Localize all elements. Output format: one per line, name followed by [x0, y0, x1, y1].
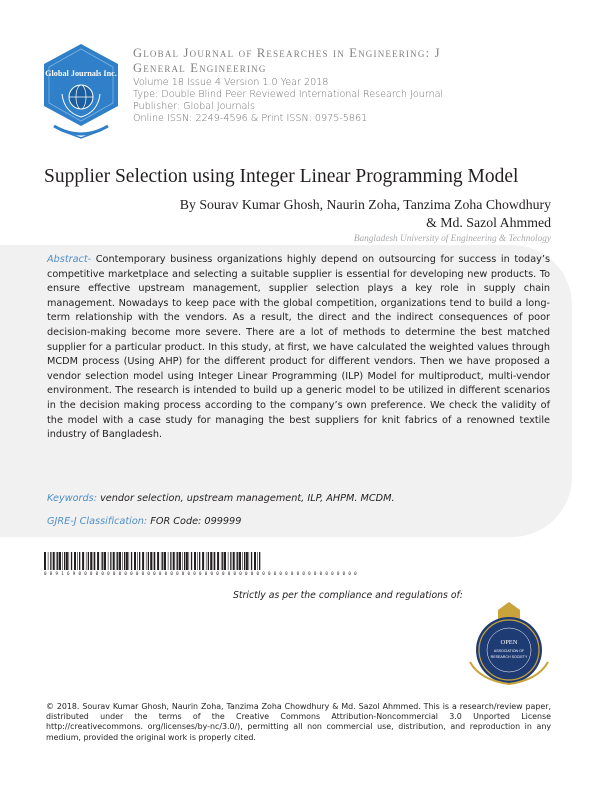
barcode-bar — [222, 552, 223, 570]
barcode-bar — [137, 552, 138, 570]
barcode-bar — [110, 552, 111, 570]
global-journals-logo — [40, 42, 122, 142]
barcode-bar — [97, 552, 99, 570]
authors-line2: & Md. Sazol Ahmmed — [426, 215, 551, 230]
barcode-bar — [164, 552, 166, 570]
barcode-bar — [184, 552, 185, 570]
barcode-bar — [53, 552, 55, 570]
keywords-text: vendor selection, upstream management, ILP, AHPM. MCDM. — [97, 493, 395, 504]
keywords-label: Keywords: — [47, 493, 97, 504]
barcode-bar — [157, 552, 159, 570]
journal-type: Type: Double Blind Peer Reviewed International Research Journal — [133, 89, 444, 100]
barcode-bar — [214, 552, 215, 570]
barcode-bar — [224, 552, 226, 570]
barcode-bar — [62, 552, 63, 570]
barcode-bar — [177, 552, 178, 570]
classification-text: FOR Code: 099999 — [147, 516, 242, 527]
barcode-bar — [57, 552, 58, 570]
logo-text: Global Journals Inc. — [45, 69, 117, 78]
journal-publisher: Publisher: Global Journals — [133, 101, 255, 112]
barcode-bar — [56, 552, 57, 570]
barcode-digits: 0 8 9 1 6 9 0 0 0 0 0 0 0 0 0 0 0 0 0 0 0 0 0 0 0 0 0 0 0 0 0 0 0 0 0 0 0 0 0 0 0 0 0 0 0 0 0 0 0 0 0 0 0 0 0 — [44, 571, 357, 576]
barcode-bar — [108, 552, 109, 570]
journal-title — [133, 46, 573, 76]
svg-text:OPEN: OPEN — [500, 639, 518, 646]
journal-title-line1: Global Journal of Researches in Engineering: J — [133, 46, 441, 60]
barcode-bar — [191, 552, 192, 570]
barcode-bar — [139, 552, 140, 570]
barcode-bar — [179, 552, 181, 570]
barcode-bar — [94, 552, 95, 570]
barcode-bar — [122, 552, 123, 570]
barcode — [44, 552, 262, 570]
barcode-bar — [239, 552, 241, 570]
barcode-bar — [59, 552, 61, 570]
barcode-bar — [228, 552, 229, 570]
barcode-bar — [210, 552, 212, 570]
classification — [47, 515, 557, 528]
barcode-bar — [131, 552, 132, 570]
barcode-bar — [134, 552, 136, 570]
barcode-bar — [170, 552, 171, 570]
barcode-bar — [236, 552, 237, 570]
barcode-bar — [104, 552, 106, 570]
barcode-bar — [150, 552, 152, 570]
barcode-bar — [64, 552, 65, 570]
abstract-label: Abstract- — [47, 254, 92, 265]
affiliation: Bangladesh University of Engineering & Technology — [353, 234, 551, 244]
barcode-bar — [202, 552, 204, 570]
barcode-bar — [88, 552, 89, 570]
abstract — [47, 253, 550, 443]
barcode-bar — [199, 552, 200, 570]
barcode-bar — [162, 552, 163, 570]
barcode-bar — [82, 552, 84, 570]
barcode-bar — [189, 552, 190, 570]
barcode-bar — [119, 552, 121, 570]
compliance-note: Strictly as per the compliance and regulations of: — [233, 590, 463, 601]
barcode-bar — [126, 552, 128, 570]
barcode-bar — [208, 552, 209, 570]
barcode-bar — [77, 552, 78, 570]
barcode-bar — [206, 552, 207, 570]
barcode-bar — [146, 552, 147, 570]
barcode-bar — [197, 552, 198, 570]
barcode-bar — [102, 552, 103, 570]
barcode-bar — [168, 552, 169, 570]
barcode-bar — [116, 552, 117, 570]
barcode-bar — [182, 552, 183, 570]
barcode-bar — [244, 552, 245, 570]
paper-title: Supplier Selection using Integer Linear Programming Model — [44, 166, 519, 187]
barcode-bar — [66, 552, 68, 570]
barcode-bar — [71, 552, 72, 570]
barcode-bar — [194, 552, 196, 570]
journal-title-line2: General Engineering — [133, 61, 267, 75]
barcode-bar — [154, 552, 155, 570]
barcode-bar — [74, 552, 76, 570]
barcode-bar — [230, 552, 231, 570]
barcode-bar — [237, 552, 238, 570]
barcode-bar — [90, 552, 92, 570]
barcode-bar — [124, 552, 125, 570]
barcode-bar — [246, 552, 248, 570]
license-note: © 2018. Sourav Kumar Ghosh, Naurin Zoha, Tanzima Zoha Chowdhury & Md. Sazol Ahmmed. This is a research/review paper, distributed under the terms of the Creative Commons Attribution-Noncommercial 3.0 Unported License http://creativecommons. org/licenses/by-nc/3.0/), permitting all non commercial use, distribution, and reproduction in any medium, provided the original work is properly cited. — [46, 702, 551, 742]
barcode-bar — [148, 552, 149, 570]
barcode-bar — [254, 552, 256, 570]
journal-issn: Online ISSN: 2249-4596 & Print ISSN: 0975-5861 — [133, 113, 368, 124]
barcode-bar — [79, 552, 80, 570]
open-association-seal — [460, 600, 558, 686]
svg-text:RESEARCH SOCIETY: RESEARCH SOCIETY — [490, 655, 528, 659]
abstract-body: Contemporary business organizations highly depend on outsourcing for success in today’s competitive marketplace and selecting a suitable supplier is essential for developing new products. To ensure effective upstream management, supplier selection plays a key role in supply chain management. Nowadays to keep pace with the global competition, organizations tend to build a long-term relationship with the vendors. As a result, the direct and the indirect consequences of poor decision-making become more severe. There are a lot of methods to determine the best matched supplier for a particular product. In this study, at first, we have calculated the weighted values through MCDM process (Using AHP) for the different product for different vendors. Then we have proposed a vendor selection model using Integer Linear Programming (ILP) Model for multiproduct, multi-vendor environment. The research is intended to build up a generic model to be utilized in different scenarios in the decision making process according to the company’s own preference. We check the validity of the model with a case study for managing the best suppliers for knit fabrics of a renowned textile industry of Bangladesh. — [47, 254, 550, 441]
barcode-bar — [233, 552, 235, 570]
barcode-bar — [217, 552, 219, 570]
barcode-bar — [176, 552, 177, 570]
barcode-bar — [161, 552, 162, 570]
barcode-bar — [213, 552, 214, 570]
journal-volume: Volume 18 Issue 4 Version 1.0 Year 2018 — [133, 77, 329, 88]
barcode-bar — [221, 552, 222, 570]
barcode-bar — [50, 552, 51, 570]
barcode-bar — [101, 552, 102, 570]
barcode-bar — [86, 552, 87, 570]
barcode-bar — [249, 552, 250, 570]
classification-label: GJRE-J Classification: — [47, 516, 148, 527]
barcode-bar — [259, 552, 260, 570]
barcode-bar — [69, 552, 70, 570]
barcode-bar — [251, 552, 252, 570]
barcode-bar — [113, 552, 115, 570]
barcode-bar — [153, 552, 154, 570]
barcode-bar — [173, 552, 175, 570]
barcode-bar — [44, 552, 46, 570]
barcode-bar — [257, 552, 258, 570]
authors-line1: By Sourav Kumar Ghosh, Naurin Zoha, Tanzima Zoha Chowdhury — [179, 197, 551, 212]
barcode-bar — [142, 552, 144, 570]
barcode-bar — [186, 552, 188, 570]
barcode-bar — [48, 552, 49, 570]
barcode-bar — [242, 552, 243, 570]
svg-text:ASSOCIATION OF: ASSOCIATION OF — [493, 649, 525, 653]
barcode-bar — [117, 552, 118, 570]
barcode-bar — [129, 552, 130, 570]
barcode-bar — [93, 552, 94, 570]
keywords — [47, 492, 557, 505]
